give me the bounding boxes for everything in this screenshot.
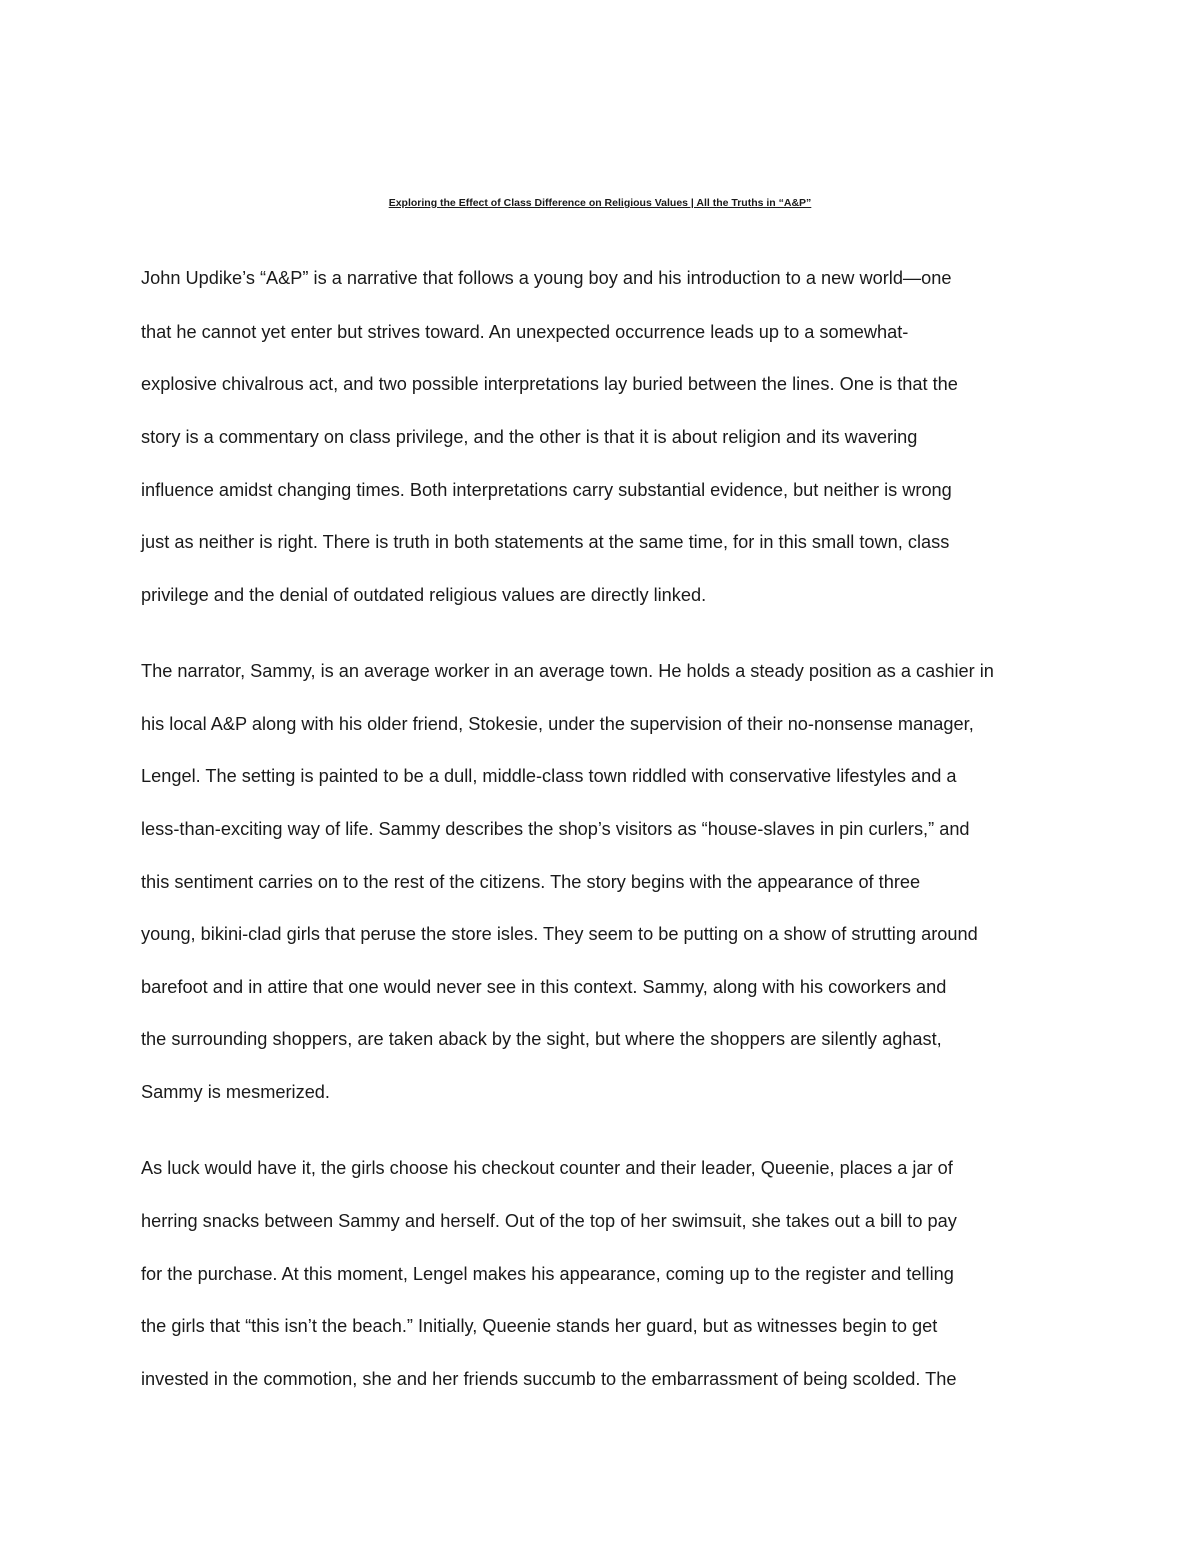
- text-line: the girls that “this isn’t the beach.” Initially, Queenie stands her guard, but as witnesses begin to get: [141, 1316, 938, 1336]
- text-line: story is a commentary on class privilege, and the other is that it is about religion and its wavering: [141, 427, 918, 447]
- document-title: Exploring the Effect of Class Difference on Religious Values | All the Truths in “A&P”: [388, 197, 812, 209]
- text-line: invested in the commotion, she and her friends succumb to the embarrassment of being scolded. The: [141, 1369, 957, 1389]
- text-line: As luck would have it, the girls choose his checkout counter and their leader, Queenie, places a jar of: [141, 1158, 953, 1178]
- text-line: herring snacks between Sammy and herself. Out of the top of her swimsuit, she takes out a bill to pay: [141, 1211, 957, 1231]
- text-line: less-than-exciting way of life. Sammy describes the shop’s visitors as “house-slaves in pin curlers,” and: [141, 819, 970, 839]
- text-line: privilege and the denial of outdated religious values are directly linked.: [141, 585, 707, 605]
- text-line: young, bikini-clad girls that peruse the store isles. They seem to be putting on a show of strutting around: [141, 924, 978, 944]
- text-line: John Updike’s “A&P” is a narrative that follows a young boy and his introduction to a new world—one: [141, 268, 952, 288]
- text-line: Lengel. The setting is painted to be a dull, middle-class town riddled with conservative lifestyles and a: [141, 766, 957, 786]
- text-line: The narrator, Sammy, is an average worker in an average town. He holds a steady position as a cashier in: [141, 661, 994, 681]
- text-line: explosive chivalrous act, and two possible interpretations lay buried between the lines. One is that the: [141, 374, 958, 394]
- text-line: barefoot and in attire that one would never see in this context. Sammy, along with his coworkers and: [141, 977, 947, 997]
- text-line: that he cannot yet enter but strives toward. An unexpected occurrence leads up to a somewhat-: [141, 322, 909, 342]
- text-line: for the purchase. At this moment, Lengel makes his appearance, coming up to the register and telling: [141, 1264, 954, 1284]
- text-line: his local A&P along with his older friend, Stokesie, under the supervision of their no-nonsense manager,: [141, 714, 974, 734]
- text-line: the surrounding shoppers, are taken aback by the sight, but where the shoppers are silently aghast,: [141, 1029, 942, 1049]
- text-line: this sentiment carries on to the rest of the citizens. The story begins with the appearance of three: [141, 872, 921, 892]
- text-line: influence amidst changing times. Both interpretations carry substantial evidence, but neither is wrong: [141, 480, 952, 500]
- text-line: just as neither is right. There is truth in both statements at the same time, for in this small town, class: [141, 532, 950, 552]
- text-line: Sammy is mesmerized.: [141, 1082, 330, 1102]
